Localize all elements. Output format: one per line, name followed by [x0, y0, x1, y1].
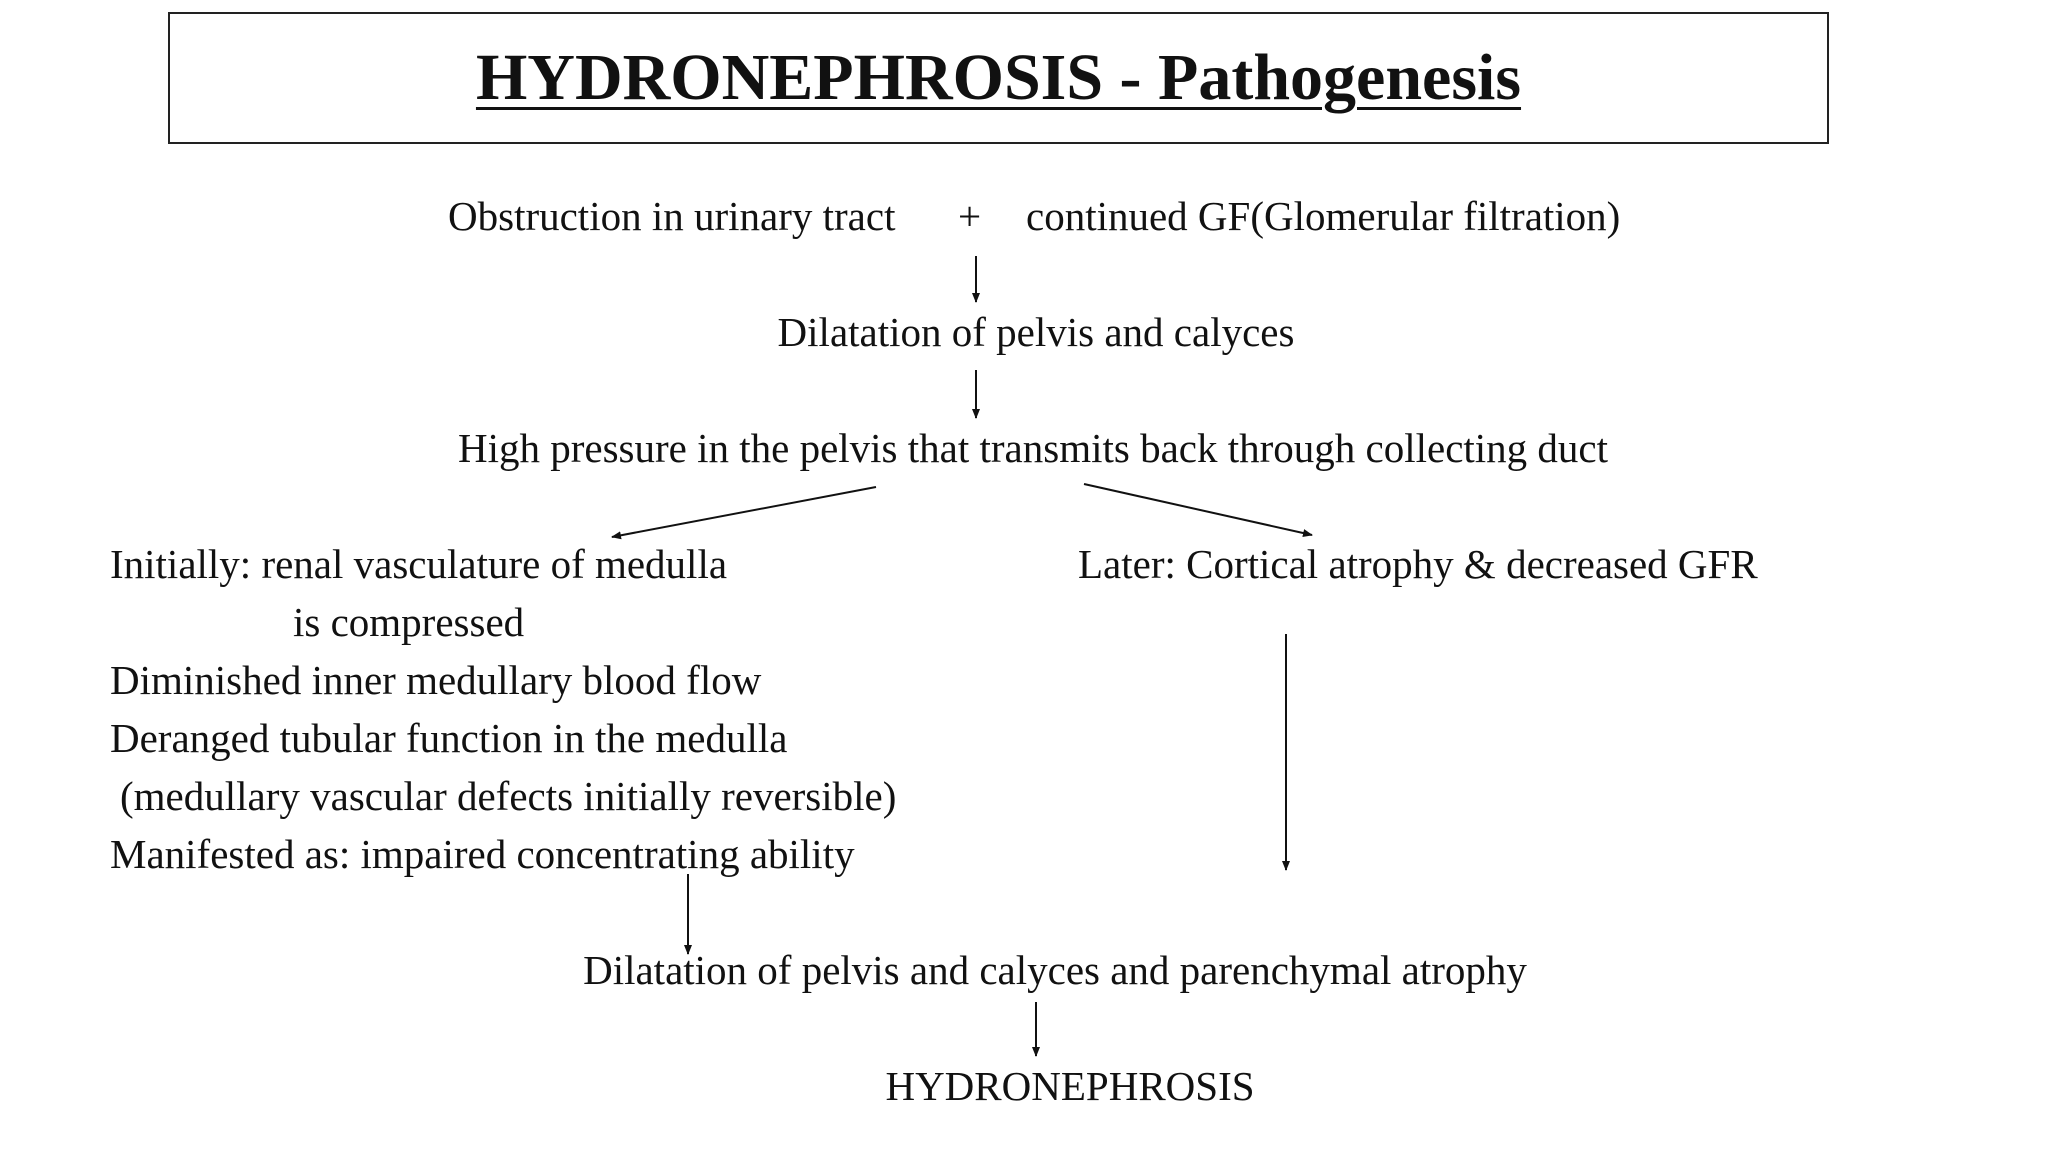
left-branch-line-2: is compressed: [293, 599, 525, 645]
left-branch-line-1: Initially: renal vasculature of medulla: [110, 541, 728, 587]
left-branch-line-4: Deranged tubular function in the medulla: [110, 715, 788, 761]
left-branch-line-3: Diminished inner medullary blood flow: [110, 657, 762, 703]
hydronephrosis-result-text: HYDRONEPHROSIS: [885, 1063, 1255, 1109]
continued-gf-text: continued GF(Glomerular filtration): [1026, 193, 1621, 239]
arrow-pressure-to-later: [1084, 484, 1312, 535]
dilatation-step-text: Dilatation of pelvis and calyces: [777, 309, 1295, 355]
arrow-pressure-to-initially: [612, 487, 876, 537]
right-branch-line-1: Later: Cortical atrophy & decreased GFR: [1078, 541, 1758, 587]
left-branch-line-6: Manifested as: impaired concentrating ability: [110, 831, 855, 877]
high-pressure-step-text: High pressure in the pelvis that transmits back through collecting duct: [457, 425, 1609, 471]
obstruction-text: Obstruction in urinary tract: [448, 193, 896, 239]
plus-sign: +: [958, 193, 982, 239]
diagram-title: HYDRONEPHROSIS - Pathogenesis: [475, 41, 1522, 114]
parenchymal-atrophy-step-text: Dilatation of pelvis and calyces and parenchymal atrophy: [583, 947, 1527, 993]
title-box: [168, 12, 1829, 144]
left-branch-line-5: (medullary vascular defects initially reversible): [120, 773, 897, 819]
